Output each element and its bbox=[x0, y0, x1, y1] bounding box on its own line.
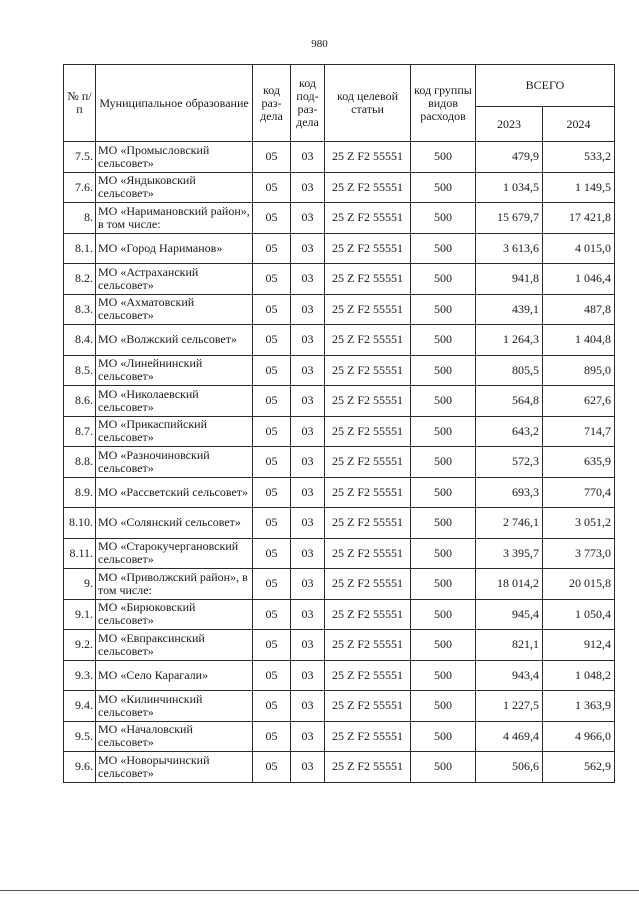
budget-table bbox=[63, 64, 615, 783]
cell-municipality: МО «Рассветский сельсовет» bbox=[96, 477, 253, 508]
cell-amount-2024: 770,4 bbox=[543, 477, 615, 508]
cell-expense-group-code: 500 bbox=[411, 447, 476, 478]
cell-municipality: МО «Килинчинский сельсовет» bbox=[96, 691, 253, 722]
cell-target-code: 25 Z F2 55551 bbox=[325, 233, 411, 264]
cell-amount-2024: 4 015,0 bbox=[543, 233, 615, 264]
table-row bbox=[64, 416, 615, 447]
cell-expense-group-code: 500 bbox=[411, 294, 476, 325]
cell-index: 9.3. bbox=[64, 660, 96, 691]
cell-amount-2023: 479,9 bbox=[476, 142, 543, 173]
cell-target-code: 25 Z F2 55551 bbox=[325, 416, 411, 447]
cell-amount-2023: 941,8 bbox=[476, 264, 543, 295]
header-index: № п/п bbox=[64, 65, 96, 142]
cell-municipality: МО «Солянский сельсовет» bbox=[96, 508, 253, 539]
cell-index: 8.7. bbox=[64, 416, 96, 447]
cell-amount-2024: 1 050,4 bbox=[543, 599, 615, 630]
cell-expense-group-code: 500 bbox=[411, 630, 476, 661]
cell-expense-group-code: 500 bbox=[411, 477, 476, 508]
cell-subsection-code: 03 bbox=[291, 721, 325, 752]
cell-expense-group-code: 500 bbox=[411, 355, 476, 386]
cell-amount-2023: 18 014,2 bbox=[476, 569, 543, 600]
cell-index: 9.2. bbox=[64, 630, 96, 661]
cell-expense-group-code: 500 bbox=[411, 386, 476, 417]
table-row bbox=[64, 142, 615, 173]
cell-amount-2024: 1 363,9 bbox=[543, 691, 615, 722]
cell-expense-group-code: 500 bbox=[411, 264, 476, 295]
table-row bbox=[64, 569, 615, 600]
table-header bbox=[64, 65, 615, 142]
cell-municipality: МО «Разночиновский сельсовет» bbox=[96, 447, 253, 478]
cell-section-code: 05 bbox=[253, 203, 291, 234]
cell-amount-2023: 564,8 bbox=[476, 386, 543, 417]
header-year-2023: 2023 bbox=[476, 107, 543, 142]
cell-target-code: 25 Z F2 55551 bbox=[325, 538, 411, 569]
table-row bbox=[64, 325, 615, 356]
cell-index: 7.6. bbox=[64, 172, 96, 203]
cell-index: 8.10. bbox=[64, 508, 96, 539]
cell-amount-2024: 1 048,2 bbox=[543, 660, 615, 691]
cell-subsection-code: 03 bbox=[291, 477, 325, 508]
cell-expense-group-code: 500 bbox=[411, 660, 476, 691]
table-body bbox=[64, 142, 615, 783]
cell-municipality: МО «Евпраксинский сельсовет» bbox=[96, 630, 253, 661]
cell-subsection-code: 03 bbox=[291, 264, 325, 295]
cell-section-code: 05 bbox=[253, 386, 291, 417]
cell-subsection-code: 03 bbox=[291, 691, 325, 722]
cell-index: 8.2. bbox=[64, 264, 96, 295]
cell-section-code: 05 bbox=[253, 477, 291, 508]
cell-amount-2023: 821,1 bbox=[476, 630, 543, 661]
table-row bbox=[64, 630, 615, 661]
cell-amount-2024: 487,8 bbox=[543, 294, 615, 325]
cell-expense-group-code: 500 bbox=[411, 203, 476, 234]
cell-target-code: 25 Z F2 55551 bbox=[325, 721, 411, 752]
cell-amount-2024: 1 404,8 bbox=[543, 325, 615, 356]
cell-subsection-code: 03 bbox=[291, 416, 325, 447]
cell-target-code: 25 Z F2 55551 bbox=[325, 294, 411, 325]
cell-expense-group-code: 500 bbox=[411, 569, 476, 600]
cell-target-code: 25 Z F2 55551 bbox=[325, 355, 411, 386]
cell-municipality: МО «Промысловский сельсовет» bbox=[96, 142, 253, 173]
cell-target-code: 25 Z F2 55551 bbox=[325, 630, 411, 661]
cell-section-code: 05 bbox=[253, 599, 291, 630]
cell-expense-group-code: 500 bbox=[411, 599, 476, 630]
cell-municipality: МО «Ахматовский сельсовет» bbox=[96, 294, 253, 325]
cell-subsection-code: 03 bbox=[291, 660, 325, 691]
cell-expense-group-code: 500 bbox=[411, 233, 476, 264]
cell-subsection-code: 03 bbox=[291, 233, 325, 264]
cell-section-code: 05 bbox=[253, 660, 291, 691]
header-section: код раз- дела bbox=[253, 65, 291, 142]
cell-expense-group-code: 500 bbox=[411, 721, 476, 752]
cell-amount-2024: 635,9 bbox=[543, 447, 615, 478]
table-row bbox=[64, 264, 615, 295]
cell-target-code: 25 Z F2 55551 bbox=[325, 142, 411, 173]
cell-municipality: МО «Старокучергановский сельсовет» bbox=[96, 538, 253, 569]
cell-subsection-code: 03 bbox=[291, 447, 325, 478]
cell-target-code: 25 Z F2 55551 bbox=[325, 660, 411, 691]
cell-target-code: 25 Z F2 55551 bbox=[325, 264, 411, 295]
cell-index: 8.3. bbox=[64, 294, 96, 325]
page-bottom-divider bbox=[0, 890, 639, 891]
cell-subsection-code: 03 bbox=[291, 569, 325, 600]
cell-amount-2024: 912,4 bbox=[543, 630, 615, 661]
cell-expense-group-code: 500 bbox=[411, 508, 476, 539]
cell-amount-2024: 20 015,8 bbox=[543, 569, 615, 600]
cell-target-code: 25 Z F2 55551 bbox=[325, 691, 411, 722]
cell-index: 9.4. bbox=[64, 691, 96, 722]
page-number: 980 bbox=[311, 38, 328, 50]
cell-amount-2024: 1 149,5 bbox=[543, 172, 615, 203]
table-row bbox=[64, 752, 615, 783]
cell-section-code: 05 bbox=[253, 294, 291, 325]
cell-amount-2023: 4 469,4 bbox=[476, 721, 543, 752]
cell-index: 8.6. bbox=[64, 386, 96, 417]
cell-section-code: 05 bbox=[253, 264, 291, 295]
table-row bbox=[64, 203, 615, 234]
cell-section-code: 05 bbox=[253, 142, 291, 173]
cell-target-code: 25 Z F2 55551 bbox=[325, 477, 411, 508]
cell-municipality: МО «Приволжский район», в том числе: bbox=[96, 569, 253, 600]
cell-index: 8.9. bbox=[64, 477, 96, 508]
cell-index: 7.5. bbox=[64, 142, 96, 173]
cell-section-code: 05 bbox=[253, 691, 291, 722]
cell-amount-2023: 643,2 bbox=[476, 416, 543, 447]
cell-section-code: 05 bbox=[253, 416, 291, 447]
cell-municipality: МО «Началовский сельсовет» bbox=[96, 721, 253, 752]
cell-section-code: 05 bbox=[253, 538, 291, 569]
cell-expense-group-code: 500 bbox=[411, 325, 476, 356]
cell-amount-2023: 1 264,3 bbox=[476, 325, 543, 356]
header-total: ВСЕГО bbox=[476, 65, 615, 107]
table-row bbox=[64, 386, 615, 417]
cell-expense-group-code: 500 bbox=[411, 416, 476, 447]
cell-target-code: 25 Z F2 55551 bbox=[325, 447, 411, 478]
header-expense-group: код группы видов расходов bbox=[411, 65, 476, 142]
table-row bbox=[64, 447, 615, 478]
cell-target-code: 25 Z F2 55551 bbox=[325, 325, 411, 356]
table-row bbox=[64, 172, 615, 203]
cell-section-code: 05 bbox=[253, 508, 291, 539]
cell-subsection-code: 03 bbox=[291, 294, 325, 325]
cell-amount-2023: 945,4 bbox=[476, 599, 543, 630]
cell-amount-2024: 17 421,8 bbox=[543, 203, 615, 234]
cell-section-code: 05 bbox=[253, 447, 291, 478]
cell-subsection-code: 03 bbox=[291, 599, 325, 630]
cell-index: 8. bbox=[64, 203, 96, 234]
cell-municipality: МО «Город Нариманов» bbox=[96, 233, 253, 264]
cell-index: 8.4. bbox=[64, 325, 96, 356]
cell-section-code: 05 bbox=[253, 355, 291, 386]
cell-subsection-code: 03 bbox=[291, 752, 325, 783]
cell-subsection-code: 03 bbox=[291, 386, 325, 417]
cell-target-code: 25 Z F2 55551 bbox=[325, 203, 411, 234]
cell-municipality: МО «Линейнинский сельсовет» bbox=[96, 355, 253, 386]
header-subsection: код под- раз- дела bbox=[291, 65, 325, 142]
cell-amount-2024: 1 046,4 bbox=[543, 264, 615, 295]
cell-target-code: 25 Z F2 55551 bbox=[325, 752, 411, 783]
cell-amount-2024: 627,6 bbox=[543, 386, 615, 417]
table-row bbox=[64, 538, 615, 569]
cell-amount-2024: 714,7 bbox=[543, 416, 615, 447]
cell-section-code: 05 bbox=[253, 752, 291, 783]
cell-municipality: МО «Николаевский сельсовет» bbox=[96, 386, 253, 417]
cell-expense-group-code: 500 bbox=[411, 752, 476, 783]
cell-index: 9.6. bbox=[64, 752, 96, 783]
table-row bbox=[64, 233, 615, 264]
cell-index: 9.1. bbox=[64, 599, 96, 630]
cell-municipality: МО «Наримановский район», в том числе: bbox=[96, 203, 253, 234]
cell-amount-2024: 3 051,2 bbox=[543, 508, 615, 539]
cell-section-code: 05 bbox=[253, 721, 291, 752]
cell-amount-2023: 1 227,5 bbox=[476, 691, 543, 722]
cell-subsection-code: 03 bbox=[291, 355, 325, 386]
cell-amount-2024: 4 966,0 bbox=[543, 721, 615, 752]
cell-subsection-code: 03 bbox=[291, 325, 325, 356]
cell-subsection-code: 03 bbox=[291, 142, 325, 173]
cell-target-code: 25 Z F2 55551 bbox=[325, 569, 411, 600]
cell-expense-group-code: 500 bbox=[411, 691, 476, 722]
cell-municipality: МО «Волжский сельсовет» bbox=[96, 325, 253, 356]
header-target: код целевой статьи bbox=[325, 65, 411, 142]
table-row bbox=[64, 294, 615, 325]
cell-municipality: МО «Новорычинский сельсовет» bbox=[96, 752, 253, 783]
cell-amount-2023: 3 613,6 bbox=[476, 233, 543, 264]
header-year-2024: 2024 bbox=[543, 107, 615, 142]
cell-amount-2023: 506,6 bbox=[476, 752, 543, 783]
cell-amount-2023: 1 034,5 bbox=[476, 172, 543, 203]
table-row bbox=[64, 508, 615, 539]
cell-section-code: 05 bbox=[253, 233, 291, 264]
cell-target-code: 25 Z F2 55551 bbox=[325, 599, 411, 630]
cell-subsection-code: 03 bbox=[291, 630, 325, 661]
cell-amount-2024: 562,9 bbox=[543, 752, 615, 783]
cell-amount-2023: 943,4 bbox=[476, 660, 543, 691]
cell-amount-2024: 895,0 bbox=[543, 355, 615, 386]
cell-expense-group-code: 500 bbox=[411, 172, 476, 203]
cell-index: 8.1. bbox=[64, 233, 96, 264]
cell-expense-group-code: 500 bbox=[411, 142, 476, 173]
cell-amount-2024: 533,2 bbox=[543, 142, 615, 173]
cell-amount-2024: 3 773,0 bbox=[543, 538, 615, 569]
cell-municipality: МО «Прикаспийский сельсовет» bbox=[96, 416, 253, 447]
cell-municipality: МО «Яндыковский сельсовет» bbox=[96, 172, 253, 203]
table-row bbox=[64, 660, 615, 691]
cell-section-code: 05 bbox=[253, 630, 291, 661]
cell-section-code: 05 bbox=[253, 325, 291, 356]
cell-index: 8.8. bbox=[64, 447, 96, 478]
cell-amount-2023: 2 746,1 bbox=[476, 508, 543, 539]
cell-index: 9. bbox=[64, 569, 96, 600]
cell-municipality: МО «Село Карагали» bbox=[96, 660, 253, 691]
table-row bbox=[64, 599, 615, 630]
cell-amount-2023: 439,1 bbox=[476, 294, 543, 325]
cell-target-code: 25 Z F2 55551 bbox=[325, 172, 411, 203]
header-name: Муниципальное образование bbox=[96, 65, 253, 142]
cell-amount-2023: 805,5 bbox=[476, 355, 543, 386]
cell-municipality: МО «Астраханский сельсовет» bbox=[96, 264, 253, 295]
cell-municipality: МО «Бирюковский сельсовет» bbox=[96, 599, 253, 630]
cell-subsection-code: 03 bbox=[291, 172, 325, 203]
cell-subsection-code: 03 bbox=[291, 508, 325, 539]
table-row bbox=[64, 691, 615, 722]
cell-section-code: 05 bbox=[253, 172, 291, 203]
cell-index: 8.5. bbox=[64, 355, 96, 386]
cell-amount-2023: 3 395,7 bbox=[476, 538, 543, 569]
table-row bbox=[64, 355, 615, 386]
cell-expense-group-code: 500 bbox=[411, 538, 476, 569]
cell-amount-2023: 15 679,7 bbox=[476, 203, 543, 234]
cell-subsection-code: 03 bbox=[291, 203, 325, 234]
cell-target-code: 25 Z F2 55551 bbox=[325, 508, 411, 539]
cell-amount-2023: 693,3 bbox=[476, 477, 543, 508]
table-row bbox=[64, 721, 615, 752]
cell-subsection-code: 03 bbox=[291, 538, 325, 569]
cell-section-code: 05 bbox=[253, 569, 291, 600]
cell-index: 8.11. bbox=[64, 538, 96, 569]
cell-index: 9.5. bbox=[64, 721, 96, 752]
cell-amount-2023: 572,3 bbox=[476, 447, 543, 478]
table-row bbox=[64, 477, 615, 508]
cell-target-code: 25 Z F2 55551 bbox=[325, 386, 411, 417]
